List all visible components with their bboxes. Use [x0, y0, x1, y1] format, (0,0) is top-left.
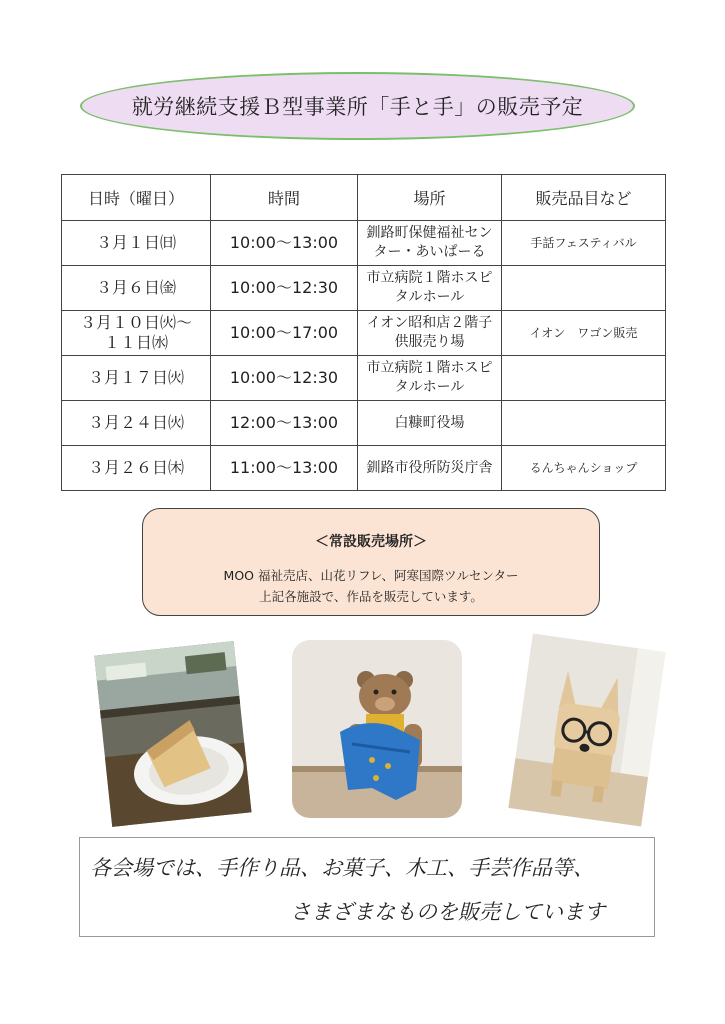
- cell-place: 市立病院１階ホスピタルホール: [358, 266, 502, 311]
- cell-date: ３月６日㈮: [62, 266, 211, 311]
- table-row: [62, 446, 666, 491]
- permanent-line-2: 上記各施設で、作品を販売しています。: [259, 589, 483, 604]
- cell-date: ３月２４日㈫: [62, 401, 211, 446]
- cell-date: ３月１７日㈫: [62, 356, 211, 401]
- cell-date: ３月２６日㈭: [62, 446, 211, 491]
- cell-place: 釧路市役所防災庁舎: [358, 446, 502, 491]
- table-row: [62, 221, 666, 266]
- permanent-heading: ＜常設販売場所＞: [315, 534, 427, 550]
- cell-item: [502, 266, 666, 311]
- schedule-table: [61, 174, 666, 491]
- header-date: 日時（曜日）: [62, 175, 211, 221]
- cell-date: ３月１０日㈫～ １１日㈬: [62, 311, 211, 356]
- cell-time: 10:00～17:00: [211, 311, 358, 356]
- cell-place: イオン昭和店２階子供服売り場: [358, 311, 502, 356]
- cell-date: ３月１日㈰: [62, 221, 211, 266]
- page-title: 就労継続支援Ｂ型事業所「手と手」の販売予定: [131, 95, 584, 119]
- permanent-shops-box: [142, 508, 600, 616]
- cell-item: るんちゃんショップ: [502, 446, 666, 491]
- cell-item: 手話フェスティバル: [502, 221, 666, 266]
- table-row: [62, 311, 666, 356]
- permanent-line-1: MOO 福祉売店、山花リフレ、阿寒国際ツルセンター: [223, 568, 519, 583]
- title-banner: [80, 72, 635, 140]
- table-header-row: [62, 175, 666, 221]
- cell-time: 12:00～13:00: [211, 401, 358, 446]
- cake-photo: [93, 640, 253, 830]
- cell-time: 11:00～13:00: [211, 446, 358, 491]
- header-place: 場所: [358, 175, 502, 221]
- cell-place: 白糠町役場: [358, 401, 502, 446]
- header-time: 時間: [211, 175, 358, 221]
- table-row: [62, 356, 666, 401]
- table-row: [62, 401, 666, 446]
- table-row: [62, 266, 666, 311]
- cell-item: イオン ワゴン販売: [502, 311, 666, 356]
- cell-time: 10:00～12:30: [211, 266, 358, 311]
- footer-line-1: 各会場では、手作り品、お菓子、木工、手芸作品等、: [90, 856, 594, 880]
- header-item: 販売品目など: [502, 175, 666, 221]
- cell-place: 釧路町保健福祉センター・あいぱーる: [358, 221, 502, 266]
- cell-item: [502, 401, 666, 446]
- cell-time: 10:00～12:30: [211, 356, 358, 401]
- wooden-dog-photo: [498, 628, 676, 832]
- permanent-text: [143, 565, 599, 607]
- cell-place: 市立病院１階ホスピタルホール: [358, 356, 502, 401]
- footer-box: [79, 837, 655, 937]
- bear-photo: [292, 640, 462, 818]
- footer-line-2: さまざまなものを販売しています: [290, 900, 605, 924]
- cell-item: [502, 356, 666, 401]
- cell-time: 10:00～13:00: [211, 221, 358, 266]
